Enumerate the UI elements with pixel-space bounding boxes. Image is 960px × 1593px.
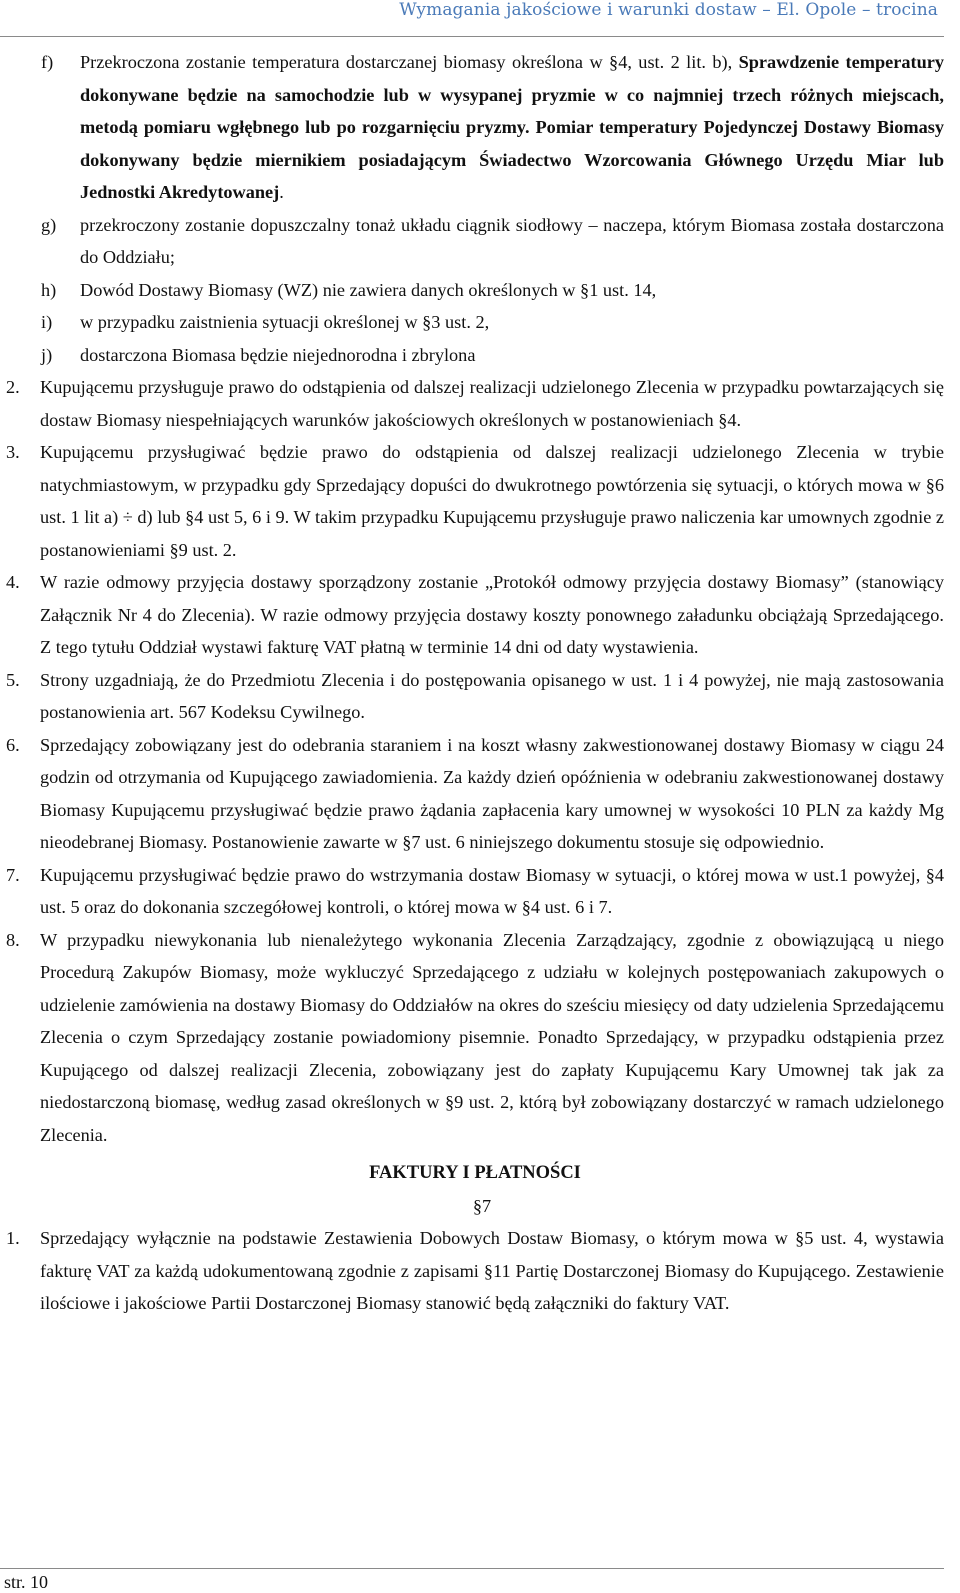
numbered-item-5	[6, 664, 944, 729]
document-body	[6, 46, 944, 1320]
item-number: 7.	[6, 864, 20, 885]
footer-divider	[0, 1568, 944, 1569]
item-number: 5.	[6, 669, 20, 690]
list-text: Dowód Dostawy Biomasy (WZ) nie zawiera danych określonych w §1 ust. 14,	[80, 279, 657, 300]
numbered-item-3	[6, 436, 944, 566]
item-number: 2.	[6, 377, 20, 397]
item-number: 8.	[6, 929, 20, 950]
list-label: f)	[41, 52, 54, 72]
list-label: i)	[41, 312, 53, 332]
list-text: w przypadku zaistnienia sytuacji określonej w §3 ust. 2,	[80, 312, 490, 332]
document-header	[0, 0, 938, 30]
list-label: h)	[41, 279, 57, 300]
numbered-item-6	[6, 729, 944, 859]
header-title: Wymagania jakościowe i warunki dostaw – El. Opole – trocina	[399, 0, 938, 20]
list-text-bold: Sprawdzenie temperatury dokonywane będzie na samochodzie lub w wysypanej pryzmie w co najmniej trzech różnych miejscach, metodą pomiaru wgłębnego lub po rozgarnięciu pryzmy. Pomiar temperatury Pojedynczej Dostawy Biomasy dokonywany będzie miernikiem posiadającym Świadectwo Wzorcowania Głównego Urzędu Miar lub Jednostki Akredytowanej	[80, 52, 945, 202]
list-label: j)	[41, 344, 53, 365]
paragraph-number: §7	[472, 1195, 492, 1216]
list-item-f	[6, 46, 944, 209]
item-text: Kupującemu przysługuje prawo do odstąpienia od dalszej realizacji udzielonego Zlecenia w przypadku powtarzających się dostaw Biomasy niespełniających warunków jakościowych określonych w postanowieniach §4.	[40, 377, 944, 430]
list-item-j	[6, 339, 944, 372]
list-text-tail: .	[279, 182, 284, 202]
numbered-item-2	[6, 371, 944, 436]
numbered-item-7	[6, 859, 944, 924]
list-item-g	[6, 209, 944, 274]
item-number: 3.	[6, 442, 20, 462]
item-text: Kupującemu przysługiwać będzie prawo do wstrzymania dostaw Biomasy w sytuacji, o której mowa w ust.1 powyżej, §4 ust. 5 oraz do dokonania szczegółowej kontroli, o której mowa w §4 ust. 6 i 7.	[40, 864, 944, 917]
list-item-h	[6, 274, 944, 307]
item-number: 4.	[6, 572, 20, 592]
item-number: 6.	[6, 734, 20, 755]
item-text: W przypadku niewykonania lub nienależytego wykonania Zlecenia Zarządzający, zgodnie z obowiązującą u niego Procedurą Zakupów Biomasy, może wykluczyć Sprzedającego z udziału w kolejnych postępowaniach zakupowych o udzielenie zamówienia na dostawy Biomasy do Oddziałów na okres do sześciu miesięcy od daty udzielenia Sprzedającemu Zlecenia o czym Sprzedający zostanie powiadomiony pisemnie. Ponadto Sprzedający, w przypadku odstąpienia przez Kupującego od dalszej realizacji Zlecenia, zobowiązany jest do zapłaty Kupującemu Kary Umownej tak jak za niedostarczoną biomasę, według zasad określonych w §9 ust. 2, którą był zobowiązany dostarczyć w ramach udzielonego Zlecenia.	[40, 929, 944, 1145]
numbered-item-4	[6, 566, 944, 664]
item-text: W razie odmowy przyjęcia dostawy sporządzony zostanie „Protokół odmowy przyjęcia dostawy Biomasy” (stanowiący Załącznik Nr 4 do Zlecenia). W razie odmowy przyjęcia dostawy koszty ponownego załadunku obciążają Sprzedającego. Z tego tytułu Oddział wystawi fakturę VAT płatną w terminie 14 dni od daty wystawienia.	[40, 572, 944, 657]
list-label: g)	[41, 214, 57, 235]
item-text: Kupującemu przysługiwać będzie prawo do odstąpienia od dalszej realizacji udzielonego Zlecenia w trybie natychmiastowym, w przypadku gdy Sprzedający dopuści do dwukrotnego powtórzenia się sytuacji, o których mowa w §6 ust. 1 lit a) ÷ d) lub §4 ust 5, 6 i 9. W takim przypadku Kupującemu przysługuje prawo naliczenia kar umownych zgodnie z postanowieniami §9 ust. 2.	[40, 442, 944, 560]
item-text: Sprzedający wyłącznie na podstawie Zestawienia Dobowych Dostaw Biomasy, o którym mowa w §5 ust. 4, wystawia fakturę VAT za każdą udokumentowaną zgodnie z zapisami §11 Partię Dostarczonej Biomasy do Kupującego. Zestawienie ilościowe i jakościowe Partii Dostarczonej Biomasy stanowić będą załączniki do faktury VAT.	[40, 1228, 944, 1313]
section-item-1	[6, 1222, 944, 1320]
list-item-i	[6, 306, 944, 339]
item-text: Sprzedający zobowiązany jest do odebrania staraniem i na koszt własny zakwestionowanej dostawy Biomasy w ciągu 24 godzin od otrzymania od Kupującego zawiadomienia. Za każdy dzień opóźnienia w odebraniu zakwestionowanej dostawy Biomasy Kupującemu przysługiwać będzie prawo żądania zapłacenia kary umownej w wysokości 10 PLN za każdy Mg nieodebranej Biomasy. Postanowienie zawarte w §7 ust. 6 niniejszego dokumentu stosuje się odpowiednio.	[40, 734, 944, 852]
header-divider	[0, 36, 944, 37]
section-heading: FAKTURY I PŁATNOŚCI	[369, 1163, 581, 1183]
item-text: Strony uzgadniają, że do Przedmiotu Zlecenia i do postępowania opisanego w ust. 1 i 4 powyżej, nie mają zastosowania postanowienia art. 567 Kodeksu Cywilnego.	[40, 669, 944, 722]
list-text: dostarczona Biomasa będzie niejednorodna i zbrylona	[80, 344, 476, 365]
numbered-item-8	[6, 924, 944, 1152]
list-text: przekroczony zostanie dopuszczalny tonaż układu ciągnik siodłowy – naczepa, którym Biomasa została dostarczona do Oddziału;	[80, 214, 944, 267]
list-text: Przekroczona zostanie temperatura dostarczanej biomasy określona w §4, ust. 2 lit. b),	[80, 52, 733, 72]
page-number: str. 10	[4, 1572, 49, 1592]
item-number: 1.	[6, 1228, 20, 1248]
